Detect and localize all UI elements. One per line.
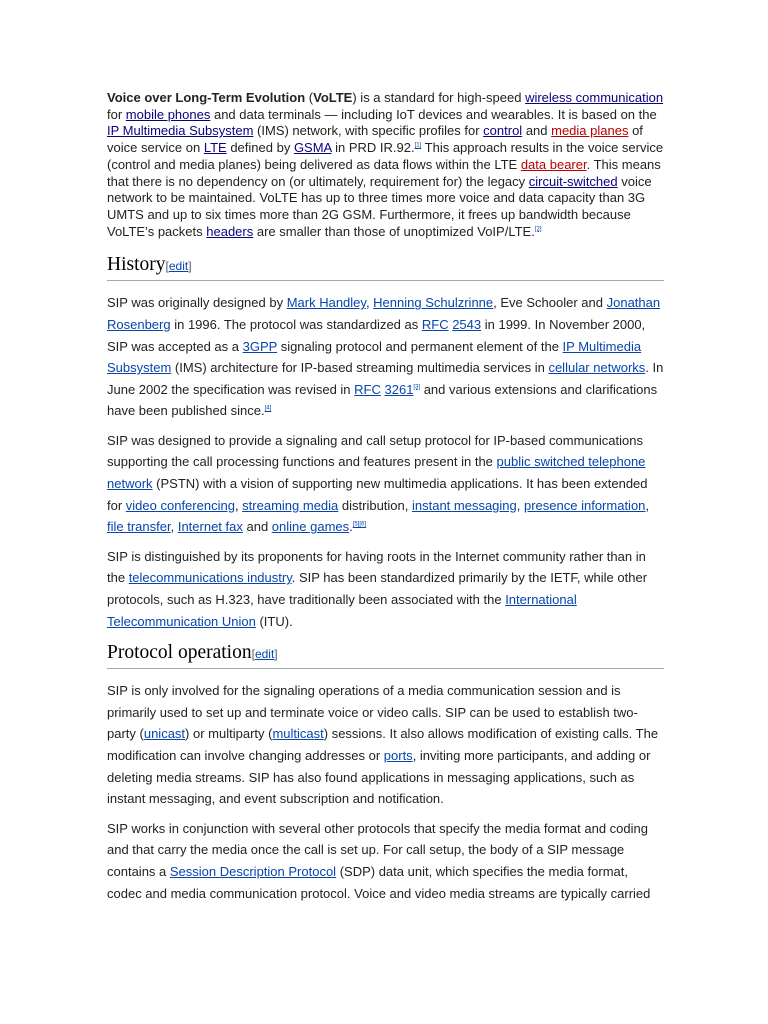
volte-acronym: VoLTE (313, 90, 353, 105)
link-jonathan-rosenberg[interactable]: Jonathan Rosenberg (107, 295, 661, 332)
history-paragraph-3: SIP is distinguished by its proponents for having roots in the Internet community rather than in the telecommunications industry. SIP has been standardized primarily by the IETF, while other protocols, such as H.323, have traditionally been associated with the International Telecommunication Union (ITU). (107, 548, 648, 629)
link-3gpp[interactable]: 3GPP (242, 338, 278, 354)
link-rfc-3261[interactable]: 3261 (384, 381, 414, 397)
article-subject: Voice over Long-Term Evolution (107, 90, 306, 105)
link-video-conferencing[interactable]: video conferencing (125, 497, 235, 513)
protocol-edit-section: [edit] (251, 647, 278, 662)
link-wireless-communication[interactable]: wireless communication (525, 90, 664, 105)
citation-1-link[interactable]: [1] (414, 142, 422, 149)
history-heading-text: History (107, 254, 166, 276)
citation-2-link[interactable]: [2] (534, 226, 542, 233)
link-online-games[interactable]: online games (271, 519, 350, 535)
link-control[interactable]: control (483, 123, 523, 139)
link-media-planes[interactable]: media planes (551, 123, 629, 139)
history-heading (107, 252, 664, 281)
link-rfc-2543[interactable]: 2543 (452, 316, 482, 332)
article-content (107, 90, 664, 904)
link-headers[interactable]: headers (206, 223, 254, 239)
link-lte[interactable]: LTE (203, 140, 227, 156)
citation-5-6-link[interactable]: [5][6] (352, 521, 367, 528)
protocol-operation-heading (107, 640, 664, 669)
link-streaming-media[interactable]: streaming media (242, 497, 339, 513)
link-rfc[interactable]: RFC (421, 316, 449, 332)
history-paragraph-2: SIP was designed to provide a signaling and call setup protocol for IP-based communications supporting the call processing functions and features present in the public switched telephone network (PSTN) with a vision of supporting new multimedia applications. It has been extended for video conferencing, streaming media distribution, instant messaging, presence information, file transfer, Internet fax and online games.[5][6] (107, 432, 650, 535)
protocol-edit-link[interactable]: edit (254, 647, 275, 662)
link-session-description-protocol[interactable]: Session Description Protocol (169, 863, 337, 879)
link-cellular-networks[interactable]: cellular networks (548, 360, 646, 376)
link-ip-multimedia-subsystem[interactable]: IP Multimedia Subsystem (107, 338, 642, 376)
link-gsma[interactable]: GSMA (293, 140, 332, 156)
history-edit-link[interactable]: edit (168, 259, 189, 274)
link-circuit-switched[interactable]: circuit-switched (528, 173, 618, 189)
link-internet-fax[interactable]: Internet fax (177, 519, 243, 535)
link-telecommunications-industry[interactable]: telecommunications industry (128, 570, 292, 586)
link-pstn[interactable]: public switched telephone network (107, 454, 646, 492)
protocol-paragraph-2: SIP works in conjunction with several other protocols that specify the media format and coding and that carry the media once the call is set up. For call setup, the body of a SIP message contains a Session Description Protocol (SDP) data unit, which specifies the media format, codec and media communication protocol. Voice and video media streams are typically carried (107, 820, 651, 901)
link-mobile-phones[interactable]: mobile phones (125, 106, 211, 122)
link-rfc[interactable]: RFC (354, 381, 381, 397)
protocol-paragraph-1: SIP is only involved for the signaling operations of a media communication session and is primarily used to set up and terminate voice or video calls. SIP can be used to establish two-party (unicast) or multiparty (multicast) sessions. It also allows modification of existing calls. The modification can involve changing addresses or ports, inviting more participants, and adding or deleting media streams. SIP has also found applications in messaging applications, such as instant messaging, and event subscription and notification. (107, 683, 659, 807)
link-ip-multimedia-subsystem[interactable]: IP Multimedia Subsystem (107, 123, 254, 139)
link-data-bearer[interactable]: data bearer (520, 156, 587, 172)
link-henning-schulzrinne[interactable]: Henning Schulzrinne (373, 295, 494, 311)
link-presence-information[interactable]: presence information (524, 497, 646, 513)
link-instant-messaging[interactable]: instant messaging (411, 497, 517, 513)
citation-5-6 (353, 522, 366, 528)
citation-2 (535, 226, 542, 232)
link-file-transfer[interactable]: file transfer (107, 519, 171, 535)
protocol-operation-heading-text: Protocol operation (107, 642, 252, 664)
link-multicast[interactable]: multicast (272, 726, 324, 742)
citation-4-link[interactable]: [4] (264, 405, 272, 412)
citation-3-link[interactable]: [3] (413, 384, 421, 391)
link-ports[interactable]: ports (383, 748, 413, 764)
link-unicast[interactable]: unicast (143, 726, 186, 742)
history-edit-section: [edit] (165, 259, 192, 274)
link-itu[interactable]: International Telecommunication Union (107, 592, 577, 629)
intro-paragraph: Voice over Long-Term Evolution (VoLTE) is a standard for high-speed wireless communication for mobile phones and data terminals — including IoT devices and wearables. It is based on the IP Multimedia Subsystem (IMS) network, with specific profiles for control and media planes of voice service on LTE defined by GSMA in PRD IR.92.[1] This approach results in the voice service (control and media planes) being delivered as data flows within the LTE data bearer. This means that there is no dependency on (or ultimately, requirement for) the legacy circuit-switched voice network to be maintained. VoLTE has up to three times more voice and data capacity than 3G UMTS and up to six times more than 2G GSM. Furthermore, it frees up bandwidth because VoLTE’s packets headers are smaller than those of unoptimized VoIP/LTE.[2] (107, 90, 664, 239)
citation-4 (265, 406, 272, 412)
link-mark-handley[interactable]: Mark Handley (286, 295, 366, 311)
history-paragraph-1: SIP was originally designed by Mark Handley, Henning Schulzrinne, Eve Schooler and Jonathan Rosenberg in 1996. The protocol was standardized as RFC 2543 in 1999. In November 2000, SIP was accepted as a 3GPP signaling protocol and permanent element of the IP Multimedia Subsystem (IMS) architecture for IP-based streaming multimedia services in cellular networks. In June 2002 the specification was revised in RFC 3261[3] and various extensions and clarifications have been published since.[4] (107, 295, 664, 419)
